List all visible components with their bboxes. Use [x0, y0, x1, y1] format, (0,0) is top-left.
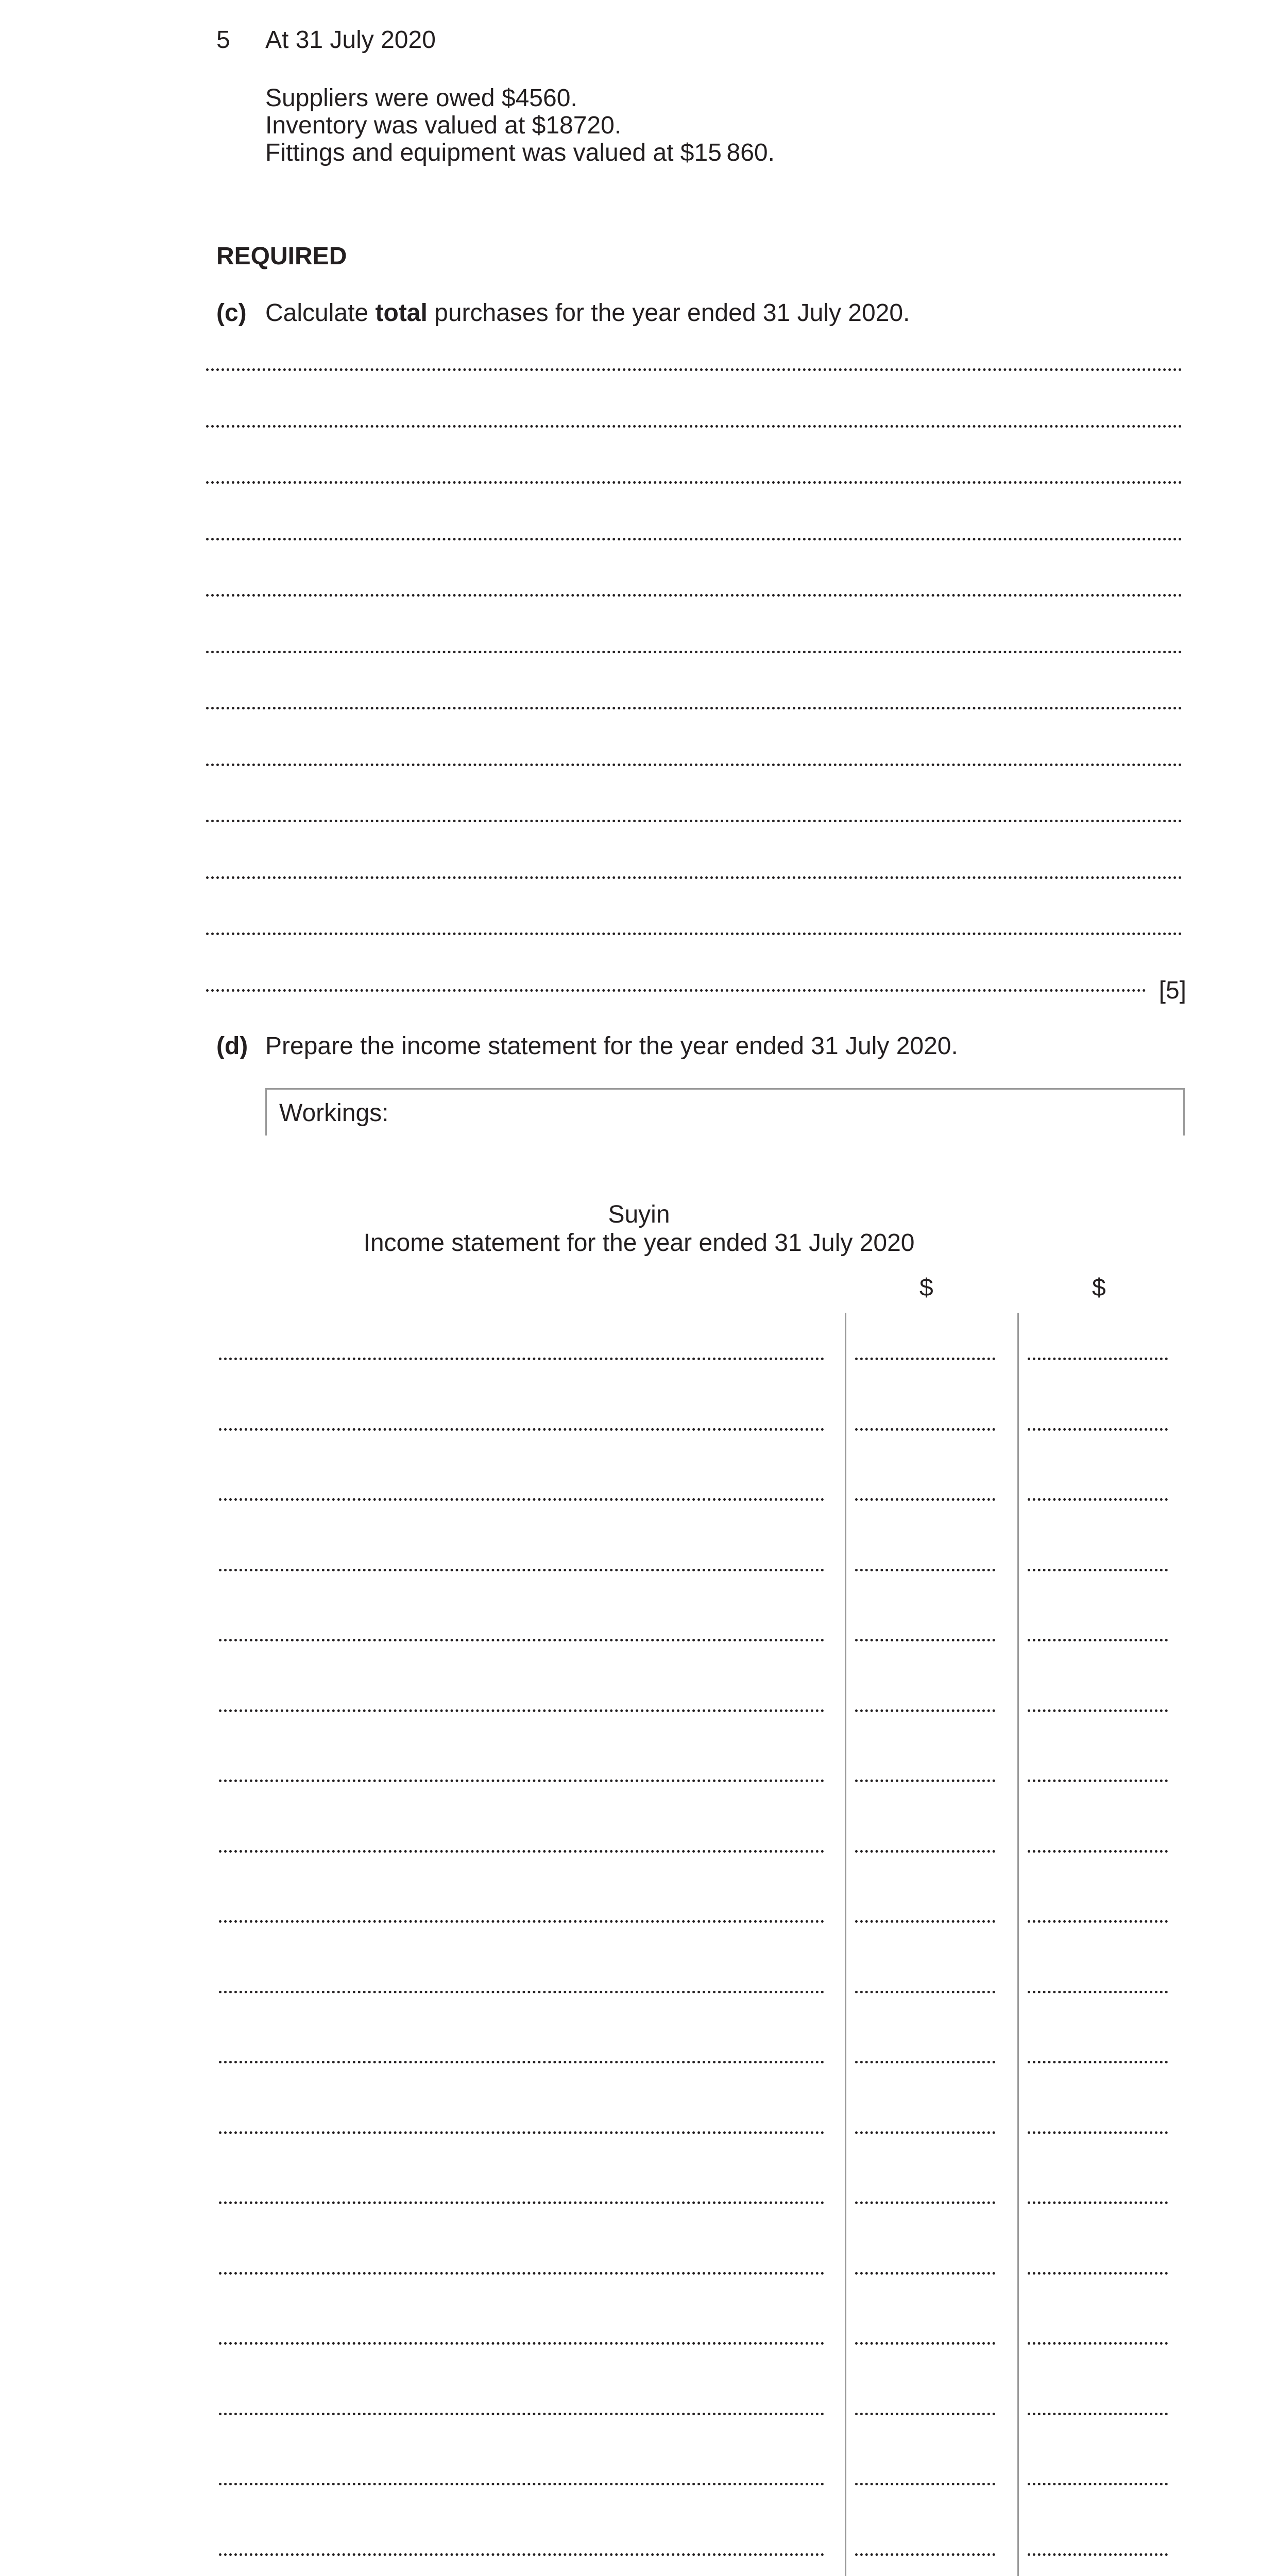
statement-item-line[interactable] [219, 2483, 824, 2485]
statement-col2-line[interactable] [1028, 2131, 1168, 2134]
statement-col1-line[interactable] [855, 2061, 995, 2063]
statement-col2-line[interactable] [1028, 1569, 1168, 1571]
part-c-answer-line[interactable] [206, 764, 1182, 766]
statement-item-line[interactable] [219, 1569, 824, 1571]
workings-box[interactable] [265, 1088, 1185, 1136]
part-c-text-after: purchases for the year ended 31 July 2020. [427, 299, 910, 327]
statement-col2-line[interactable] [1028, 1991, 1168, 1993]
part-c-answer-line[interactable] [206, 425, 1182, 428]
statement-col1-header: $ [919, 1274, 933, 1301]
statement-col2-header: $ [1092, 1274, 1106, 1301]
part-c-answer-line[interactable] [206, 538, 1182, 540]
statement-item-line[interactable] [219, 1709, 824, 1712]
item-5-line: Fittings and equipment was valued at $15 860. [265, 139, 775, 166]
statement-col1-line[interactable] [855, 1358, 995, 1360]
statement-col1-line[interactable] [855, 2201, 995, 2204]
statement-col1-line[interactable] [855, 2272, 995, 2275]
statement-item-line[interactable] [219, 1358, 824, 1360]
part-c-answer-line[interactable] [206, 594, 1182, 597]
statement-col2-line[interactable] [1028, 1920, 1168, 1923]
part-d-label: (d) [216, 1032, 248, 1060]
statement-item-line[interactable] [219, 2413, 824, 2415]
part-d-question: Prepare the income statement for the year ended 31 July 2020. [265, 1032, 958, 1060]
statement-column-divider [845, 1313, 846, 2576]
statement-col1-line[interactable] [855, 1428, 995, 1431]
statement-col2-line[interactable] [1028, 2553, 1168, 2556]
statement-col2-line[interactable] [1028, 1639, 1168, 1641]
statement-col1-line[interactable] [855, 2413, 995, 2415]
statement-item-line[interactable] [219, 1850, 824, 1853]
part-c-label: (c) [216, 299, 247, 327]
statement-col2-line[interactable] [1028, 2272, 1168, 2275]
statement-col2-line[interactable] [1028, 2342, 1168, 2345]
part-c-answer-line[interactable] [206, 989, 1146, 992]
statement-col1-line[interactable] [855, 2342, 995, 2345]
statement-col1-line[interactable] [855, 2131, 995, 2134]
statement-col2-line[interactable] [1028, 2201, 1168, 2204]
statement-col2-line[interactable] [1028, 1780, 1168, 1782]
part-c-text-bold: total [375, 299, 428, 327]
statement-col1-line[interactable] [855, 2483, 995, 2485]
statement-col2-line[interactable] [1028, 1850, 1168, 1853]
statement-col1-line[interactable] [855, 1991, 995, 1993]
statement-col1-line[interactable] [855, 2553, 995, 2556]
statement-col1-line[interactable] [855, 1569, 995, 1571]
part-c-answer-line[interactable] [206, 651, 1182, 653]
statement-item-line[interactable] [219, 1498, 824, 1501]
statement-item-line[interactable] [219, 2553, 824, 2556]
statement-item-line[interactable] [219, 1639, 824, 1641]
statement-col2-line[interactable] [1028, 2413, 1168, 2415]
required-heading: REQUIRED [216, 243, 347, 270]
item-5-line: Suppliers were owed $4560. [265, 84, 577, 112]
statement-item-line[interactable] [219, 1428, 824, 1431]
statement-col1-line[interactable] [855, 1639, 995, 1641]
item-5-heading: At 31 July 2020 [265, 26, 436, 54]
part-c-text-before: Calculate [265, 299, 376, 327]
statement-col1-line[interactable] [855, 1498, 995, 1501]
statement-col2-line[interactable] [1028, 1709, 1168, 1712]
part-c-answer-line[interactable] [206, 707, 1182, 709]
part-c-question [265, 299, 910, 327]
statement-title: Income statement for the year ended 31 July 2020 [363, 1229, 915, 1257]
item-5-line: Inventory was valued at $18720. [265, 112, 622, 139]
workings-label: Workings: [279, 1099, 389, 1127]
statement-item-line[interactable] [219, 2201, 824, 2204]
statement-item-line[interactable] [219, 2131, 824, 2134]
part-c-answer-line[interactable] [206, 933, 1182, 935]
statement-item-line[interactable] [219, 2272, 824, 2275]
statement-column-divider [1017, 1313, 1019, 2576]
part-c-answer-line[interactable] [206, 368, 1182, 371]
part-c-answer-line[interactable] [206, 876, 1182, 879]
part-c-answer-line[interactable] [206, 820, 1182, 822]
statement-col1-line[interactable] [855, 1780, 995, 1782]
statement-col1-line[interactable] [855, 1709, 995, 1712]
statement-col2-line[interactable] [1028, 1498, 1168, 1501]
statement-item-line[interactable] [219, 1991, 824, 1993]
statement-col1-line[interactable] [855, 1850, 995, 1853]
statement-item-line[interactable] [219, 2342, 824, 2345]
part-c-answer-line[interactable] [206, 481, 1182, 484]
statement-item-line[interactable] [219, 1780, 824, 1782]
statement-col2-line[interactable] [1028, 1428, 1168, 1431]
statement-item-line[interactable] [219, 1920, 824, 1923]
statement-item-line[interactable] [219, 2061, 824, 2063]
statement-name: Suyin [608, 1201, 670, 1228]
part-c-marks: [5] [1158, 977, 1186, 1004]
statement-col2-line[interactable] [1028, 1358, 1168, 1360]
statement-col2-line[interactable] [1028, 2483, 1168, 2485]
statement-col1-line[interactable] [855, 1920, 995, 1923]
statement-col2-line[interactable] [1028, 2061, 1168, 2063]
item-5-number: 5 [216, 26, 230, 54]
